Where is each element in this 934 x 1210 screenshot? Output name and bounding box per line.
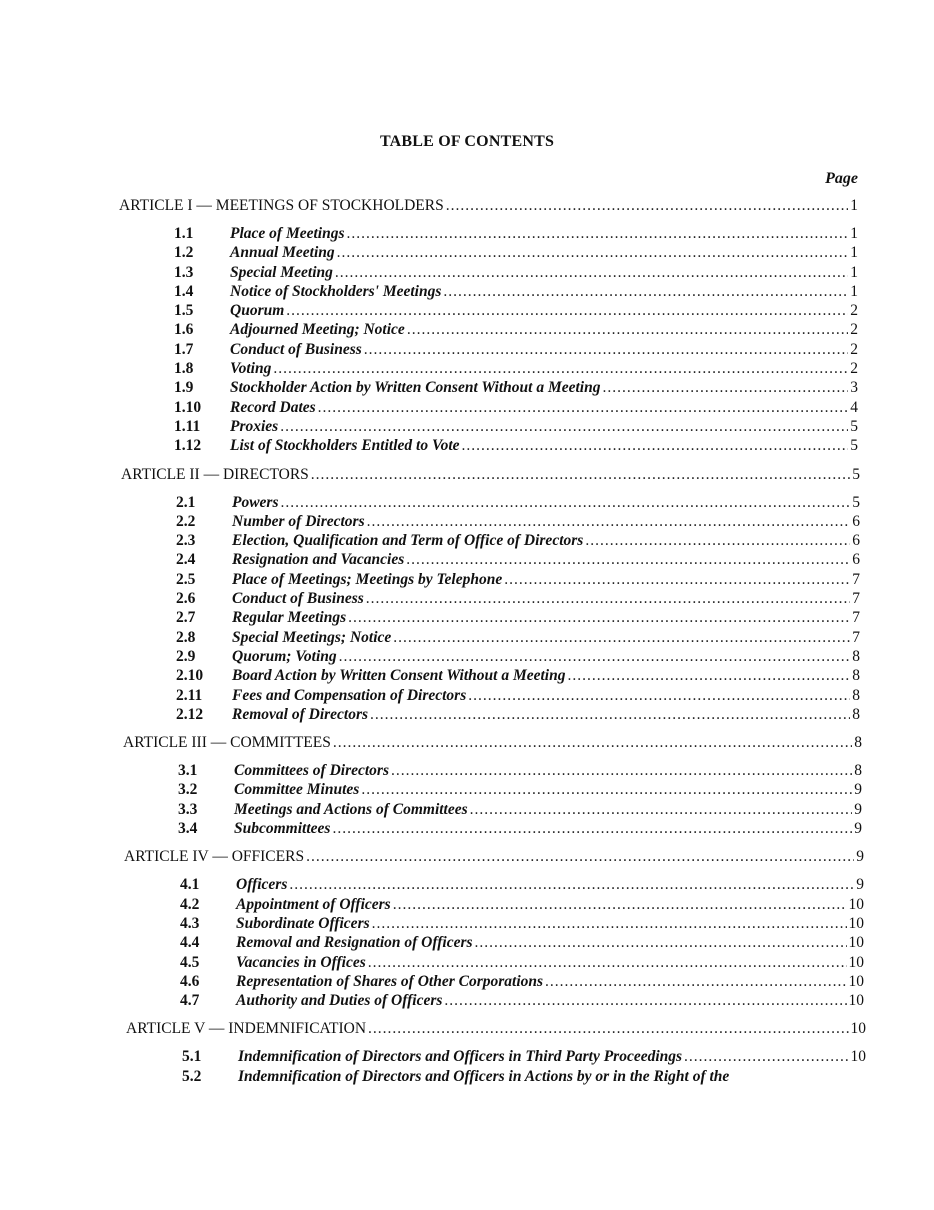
toc-entry bbox=[174, 282, 858, 301]
dot-leader bbox=[364, 340, 848, 359]
toc-entry bbox=[176, 570, 860, 589]
section-number: 1.3 bbox=[174, 263, 194, 281]
page-number: 7 bbox=[852, 590, 860, 608]
article-heading bbox=[124, 847, 864, 867]
dot-leader bbox=[332, 819, 852, 838]
article-5 bbox=[0, 1019, 934, 1086]
section-list bbox=[123, 761, 862, 838]
toc-entry bbox=[180, 875, 864, 894]
section-number: 1.12 bbox=[174, 437, 202, 455]
section-list bbox=[126, 1047, 866, 1086]
section-title: Committees of Directors bbox=[234, 762, 389, 780]
page-number: 5 bbox=[850, 417, 858, 435]
article-label: ARTICLE V — INDEMNIFICATION bbox=[126, 1020, 367, 1038]
section-number: 3.2 bbox=[178, 781, 198, 799]
section-title: Powers bbox=[232, 493, 279, 511]
dot-leader bbox=[335, 263, 848, 282]
section-title: Resignation and Vacancies bbox=[232, 551, 405, 569]
page-number: 6 bbox=[852, 512, 860, 530]
section-number: 2.10 bbox=[176, 667, 204, 685]
toc-entry bbox=[180, 895, 864, 914]
dot-leader bbox=[286, 301, 848, 320]
article-label: ARTICLE II — DIRECTORS bbox=[121, 465, 309, 483]
section-number: 2.4 bbox=[176, 551, 196, 569]
toc-entry bbox=[178, 800, 862, 819]
article-heading bbox=[126, 1019, 866, 1039]
dot-leader bbox=[366, 589, 850, 608]
section-title: List of Stockholders Entitled to Vote bbox=[230, 437, 460, 455]
section-title: Adjourned Meeting; Notice bbox=[230, 321, 405, 339]
toc-entry bbox=[182, 1047, 866, 1066]
section-number: 4.3 bbox=[180, 914, 200, 932]
dot-leader bbox=[289, 875, 854, 894]
section-title: Place of Meetings; Meetings by Telephone bbox=[232, 570, 503, 588]
toc-entry bbox=[180, 953, 864, 972]
toc-entry bbox=[174, 301, 858, 320]
dot-leader bbox=[281, 493, 851, 512]
dot-leader bbox=[468, 686, 850, 705]
toc-entry bbox=[174, 398, 858, 417]
section-title: Election, Qualification and Term of Office of Directors bbox=[232, 532, 584, 550]
page-number: 1 bbox=[850, 197, 858, 214]
section-title: Conduct of Business bbox=[230, 340, 362, 358]
toc-entry bbox=[174, 243, 858, 262]
dot-leader bbox=[347, 224, 849, 243]
article-3 bbox=[0, 733, 934, 838]
page-number: 9 bbox=[854, 781, 862, 799]
dot-leader bbox=[393, 628, 850, 647]
toc-entry bbox=[180, 914, 864, 933]
toc-entry bbox=[174, 263, 858, 282]
section-title: Quorum bbox=[230, 302, 285, 320]
section-list bbox=[124, 875, 864, 1010]
section-title: Officers bbox=[236, 876, 288, 894]
dot-leader bbox=[368, 1019, 848, 1039]
toc-entry bbox=[178, 819, 862, 838]
section-title: Special Meetings; Notice bbox=[232, 628, 392, 646]
toc-entry bbox=[176, 705, 860, 724]
article-label: ARTICLE I — MEETINGS OF STOCKHOLDERS bbox=[119, 197, 444, 214]
dot-leader bbox=[504, 570, 850, 589]
article-label: ARTICLE IV — OFFICERS bbox=[124, 848, 305, 866]
toc-entry bbox=[176, 666, 860, 685]
section-number: 4.1 bbox=[180, 876, 200, 894]
section-number: 2.8 bbox=[176, 628, 196, 646]
dot-leader bbox=[407, 320, 848, 339]
section-number: 1.2 bbox=[174, 244, 194, 262]
dot-leader bbox=[337, 243, 849, 262]
section-title: Indemnification of Directors and Officers in Third Party Proceedings bbox=[238, 1048, 683, 1066]
section-number: 1.10 bbox=[174, 398, 202, 416]
toc-entry bbox=[180, 933, 864, 952]
toc-entry bbox=[178, 780, 862, 799]
section-number: 2.12 bbox=[176, 705, 204, 723]
page-number: 8 bbox=[854, 762, 862, 780]
section-number: 5.1 bbox=[182, 1048, 202, 1066]
toc-title: TABLE OF CONTENTS bbox=[379, 133, 555, 150]
section-title: Proxies bbox=[230, 417, 279, 435]
toc-entry bbox=[182, 1067, 866, 1086]
section-title: Record Dates bbox=[230, 398, 316, 416]
section-number: 1.7 bbox=[174, 340, 194, 358]
page-number: 8 bbox=[852, 686, 860, 704]
article-heading bbox=[119, 196, 858, 216]
section-number: 4.7 bbox=[180, 992, 200, 1010]
article-label: ARTICLE III — COMMITTEES bbox=[123, 734, 331, 752]
section-number: 4.6 bbox=[180, 972, 200, 990]
page-number: 7 bbox=[852, 570, 860, 588]
section-title: Fees and Compensation of Directors bbox=[232, 686, 467, 704]
toc-entry bbox=[178, 761, 862, 780]
section-title: Voting bbox=[230, 360, 272, 378]
page-number: 10 bbox=[850, 1020, 866, 1038]
dot-leader bbox=[684, 1047, 848, 1066]
page-number: 6 bbox=[852, 532, 860, 550]
dot-leader bbox=[444, 991, 846, 1010]
section-title: Removal of Directors bbox=[232, 705, 369, 723]
dot-leader bbox=[545, 972, 846, 991]
dot-leader bbox=[273, 359, 848, 378]
dot-leader bbox=[475, 933, 847, 952]
article-4 bbox=[0, 847, 934, 1010]
dot-leader bbox=[339, 647, 851, 666]
toc-entry bbox=[180, 972, 864, 991]
dot-leader bbox=[603, 378, 849, 397]
page-number: 3 bbox=[850, 379, 858, 397]
toc-entry bbox=[176, 512, 860, 531]
section-title: Quorum; Voting bbox=[232, 647, 337, 665]
dot-leader bbox=[333, 733, 852, 753]
page-number: 2 bbox=[850, 360, 858, 378]
section-number: 1.8 bbox=[174, 360, 194, 378]
section-number: 2.3 bbox=[176, 532, 196, 550]
page-number: 9 bbox=[854, 820, 862, 838]
section-number: 3.1 bbox=[178, 762, 198, 780]
toc-entry bbox=[176, 628, 860, 647]
page-number: 7 bbox=[852, 628, 860, 646]
article-2 bbox=[0, 465, 934, 725]
section-list bbox=[121, 493, 860, 725]
dot-leader bbox=[446, 196, 849, 216]
page-number: 5 bbox=[850, 437, 858, 455]
section-title: Notice of Stockholders' Meetings bbox=[230, 282, 442, 300]
section-number: 1.5 bbox=[174, 302, 194, 320]
section-title: Representation of Shares of Other Corporations bbox=[236, 972, 544, 990]
page-number: 9 bbox=[854, 800, 862, 818]
article-heading bbox=[123, 733, 862, 753]
page-number: 5 bbox=[852, 493, 860, 511]
toc-entry bbox=[174, 340, 858, 359]
dot-leader bbox=[393, 895, 847, 914]
section-title: Conduct of Business bbox=[232, 590, 364, 608]
page-number: 8 bbox=[852, 647, 860, 665]
dot-leader bbox=[470, 800, 853, 819]
dot-leader bbox=[348, 608, 850, 627]
dot-leader bbox=[306, 847, 854, 867]
section-number: 4.5 bbox=[180, 953, 200, 971]
page-number: 10 bbox=[848, 934, 864, 952]
toc-entry bbox=[180, 991, 864, 1010]
page-number: 6 bbox=[852, 551, 860, 569]
section-number: 2.9 bbox=[176, 647, 196, 665]
section-number: 1.4 bbox=[174, 282, 194, 300]
page-column-label: Page bbox=[825, 170, 858, 187]
section-number: 2.6 bbox=[176, 590, 196, 608]
toc-entry bbox=[176, 686, 860, 705]
section-number: 4.2 bbox=[180, 895, 200, 913]
section-title: Subcommittees bbox=[234, 820, 331, 838]
toc-entry bbox=[174, 224, 858, 243]
page-number: 4 bbox=[850, 398, 858, 416]
section-title: Place of Meetings bbox=[230, 225, 345, 242]
page-number: 2 bbox=[850, 340, 858, 358]
page-number: 10 bbox=[848, 895, 864, 913]
page-number: 10 bbox=[848, 914, 864, 932]
page-number: 7 bbox=[852, 609, 860, 627]
section-title: Indemnification of Directors and Officers in Actions by or in the Right of the bbox=[238, 1067, 730, 1085]
toc-entry bbox=[176, 608, 860, 627]
dot-leader bbox=[318, 398, 849, 417]
page-number: 2 bbox=[850, 321, 858, 339]
page-number: 10 bbox=[848, 972, 864, 990]
section-title: Special Meeting bbox=[230, 263, 333, 281]
table-of-contents bbox=[0, 196, 934, 1086]
page-number: 10 bbox=[848, 953, 864, 971]
page-number: 10 bbox=[850, 1048, 866, 1066]
page-number: 9 bbox=[856, 876, 864, 894]
toc-entry bbox=[174, 320, 858, 339]
toc-entry bbox=[176, 647, 860, 666]
toc-entry bbox=[176, 589, 860, 608]
toc-entry bbox=[174, 417, 858, 436]
section-title: Removal and Resignation of Officers bbox=[236, 934, 473, 952]
article-heading bbox=[121, 465, 860, 485]
section-title: Stockholder Action by Written Consent Without a Meeting bbox=[230, 379, 601, 397]
dot-leader bbox=[361, 780, 852, 799]
section-number: 4.4 bbox=[180, 934, 200, 952]
section-list bbox=[119, 224, 858, 456]
section-number: 1.11 bbox=[174, 417, 201, 435]
dot-leader bbox=[391, 761, 852, 780]
section-title: Appointment of Officers bbox=[236, 895, 391, 913]
dot-leader bbox=[462, 436, 849, 455]
page-number: 8 bbox=[854, 734, 862, 752]
dot-leader bbox=[368, 953, 847, 972]
page-number: 2 bbox=[850, 302, 858, 320]
toc-entry bbox=[174, 436, 858, 455]
dot-leader bbox=[585, 531, 850, 550]
section-title: Number of Directors bbox=[232, 512, 365, 530]
toc-entry bbox=[174, 378, 858, 397]
section-title: Board Action by Written Consent Without a Meeting bbox=[232, 667, 566, 685]
page-number: 9 bbox=[856, 848, 864, 866]
dot-leader bbox=[367, 512, 851, 531]
page-number: 1 bbox=[850, 282, 858, 300]
page-number: 8 bbox=[852, 705, 860, 723]
section-title: Regular Meetings bbox=[232, 609, 347, 627]
section-number: 2.5 bbox=[176, 570, 196, 588]
dot-leader bbox=[567, 666, 850, 685]
section-number: 2.7 bbox=[176, 609, 196, 627]
section-number: 2.1 bbox=[176, 493, 196, 511]
section-title: Authority and Duties of Officers bbox=[236, 992, 443, 1010]
dot-leader bbox=[372, 914, 847, 933]
article-1 bbox=[0, 196, 934, 456]
dot-leader bbox=[370, 705, 850, 724]
page-number: 1 bbox=[850, 263, 858, 281]
page-number: 1 bbox=[850, 225, 858, 242]
section-number: 2.11 bbox=[176, 686, 203, 704]
section-title: Subordinate Officers bbox=[236, 914, 370, 932]
toc-entry bbox=[176, 531, 860, 550]
toc-entry bbox=[176, 493, 860, 512]
section-title: Vacancies in Offices bbox=[236, 953, 366, 971]
page-number: 8 bbox=[852, 667, 860, 685]
toc-entry bbox=[176, 550, 860, 569]
toc-entry bbox=[174, 359, 858, 378]
section-number: 1.6 bbox=[174, 321, 194, 339]
section-number: 3.3 bbox=[178, 800, 198, 818]
page-number: 10 bbox=[848, 992, 864, 1010]
section-title: Annual Meeting bbox=[230, 244, 335, 262]
dot-leader bbox=[406, 550, 850, 569]
section-number: 2.2 bbox=[176, 512, 196, 530]
section-number: 5.2 bbox=[182, 1067, 202, 1085]
dot-leader bbox=[443, 282, 848, 301]
dot-leader bbox=[280, 417, 848, 436]
section-number: 3.4 bbox=[178, 820, 198, 838]
section-number: 1.1 bbox=[174, 225, 194, 242]
section-title: Committee Minutes bbox=[234, 781, 360, 799]
page-number: 5 bbox=[852, 465, 860, 483]
dot-leader bbox=[311, 465, 850, 485]
page-number: 1 bbox=[850, 244, 858, 262]
section-title: Meetings and Actions of Committees bbox=[234, 800, 468, 818]
section-number: 1.9 bbox=[174, 379, 194, 397]
